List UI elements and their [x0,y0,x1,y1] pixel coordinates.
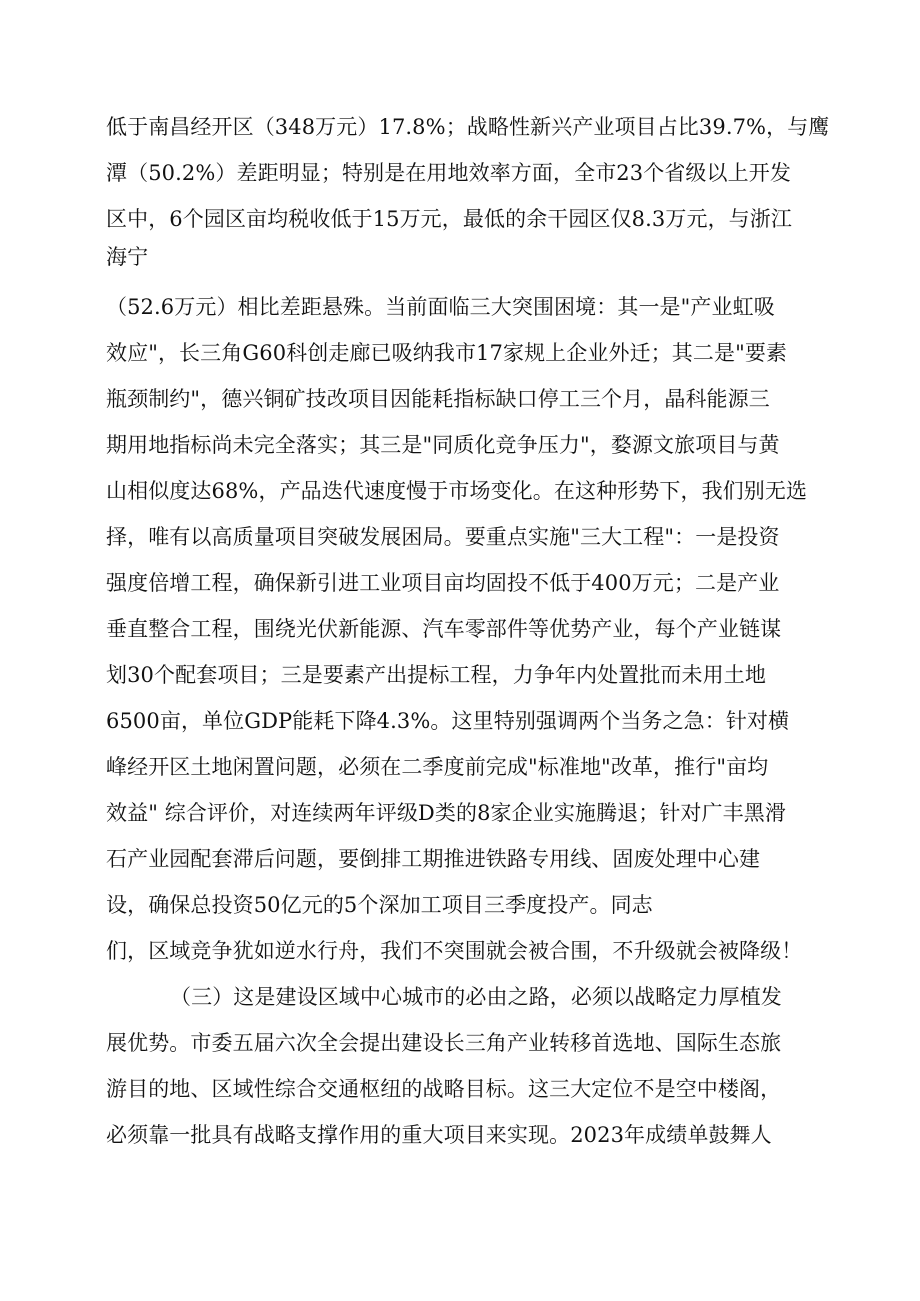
text-line: 划30个配套项目；三是要素产出提标工程，力争年内处置批而未用土地 [106,663,766,687]
text-line: 效应"，长三角G60科创走廊已吸纳我市17家规上企业外迁；其二是"要素 [106,341,788,365]
text-line: 潭（50.2%）差距明显；特别是在用地效率方面，全市23个省级以上开发 [106,161,791,185]
section-heading-line: （三）这是建设区域中心城市的必由之路，必须以战略定力厚植发 [170,985,782,1009]
body-text [106,104,830,1158]
text-line: 山相似度达68%，产品迭代速度慢于市场变化。在这种形势下，我们别无选 [106,479,808,503]
text-line: 期用地指标尚未完全落实；其三是"同质化竞争压力"，婺源文旅项目与黄 [106,433,780,457]
text-line: 必须靠一批具有战略支撑作用的重大项目来实现。2023年成绩单鼓舞人 [106,1123,772,1147]
text-line: 设，确保总投资50亿元的5个深加工项目三季度投产。同志 [106,893,653,917]
text-line: 展优势。市委五届六次全会提出建设长三角产业转移首选地、国际生态旅 [106,1031,782,1055]
text-line: （52.6万元）相比差距悬殊。当前面临三大突围困境：其一是"产业虹吸 [106,295,775,319]
text-line: 择，唯有以高质量项目突破发展困局。要重点实施"三大工程"：一是投资 [106,525,780,549]
text-line: 峰经开区土地闲置问题，必须在二季度前完成"标准地"改革，推行"亩均 [106,755,769,779]
text-line: 们，区域竞争犹如逆水行舟，我们不突围就会被合围，不升级就会被降级！ [106,939,803,963]
text-line: 强度倍增工程，确保新引进工业项目亩均固投不低于400万元；二是产业 [106,571,780,595]
text-line: 6500亩，单位GDP能耗下降4.3%。这里特别强调两个当务之急：针对横 [106,709,790,733]
text-line: 垂直整合工程，围绕光伏新能源、汽车零部件等优势产业，每个产业链谋 [106,617,782,641]
text-line: 瓶颈制约"，德兴铜矿技改项目因能耗指标缺口停工三个月，晶科能源三 [106,387,770,411]
text-line: 区中，6个园区亩均税收低于15万元，最低的余干园区仅8.3万元，与浙江 [106,207,792,231]
text-line: 效益" 综合评价，对连续两年评级D类的8家企业实施腾退；针对广丰黑滑 [106,801,786,825]
text-line: 低于南昌经开区（348万元）17.8%；战略性新兴产业项目占比39.7%，与鹰 [106,115,830,139]
text-line: 石产业园配套滞后问题，要倒排工期推进铁路专用线、固废处理中心建 [106,847,761,871]
text-line: 海宁 [106,245,149,269]
text-line: 游目的地、区域性综合交通枢纽的战略目标。这三大定位不是空中楼阁， [106,1077,782,1101]
